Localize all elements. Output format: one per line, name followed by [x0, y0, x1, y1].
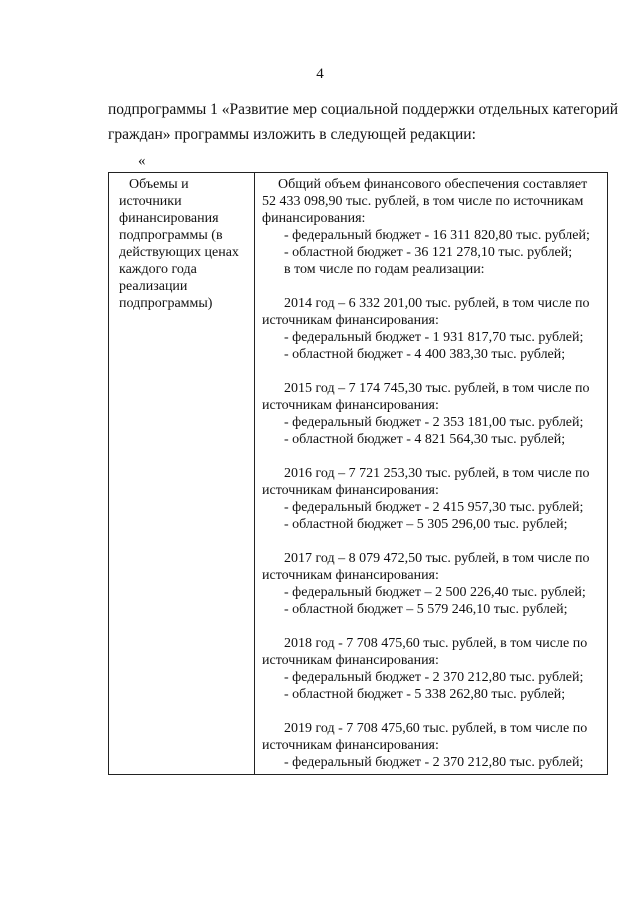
year-2019-federal: - федеральный бюджет - 2 370 212,80 тыс. рублей; — [284, 755, 584, 770]
total-federal-line: - федеральный бюджет - 16 311 820,80 тыс. рублей; — [284, 228, 590, 243]
year-2016-regional: - областной бюджет – 5 305 296,00 тыс. рублей; — [284, 517, 568, 532]
year-2018-sources: источникам финансирования: — [262, 653, 439, 668]
spacer — [262, 703, 604, 720]
label-line: Объемы и — [129, 177, 189, 192]
year-2018-regional: - областной бюджет - 5 338 262,80 тыс. рублей; — [284, 687, 566, 702]
table-column-divider — [254, 173, 255, 774]
label-line: подпрограммы (в — [119, 228, 223, 243]
year-2016-sources: источникам финансирования: — [262, 483, 439, 498]
year-2015-sources: источникам финансирования: — [262, 398, 439, 413]
table-label-cell — [119, 176, 251, 312]
year-2015-head: 2015 год – 7 174 745,30 тыс. рублей, в том числе по — [284, 381, 590, 396]
year-2018-head: 2018 год - 7 708 475,60 тыс. рублей, в том числе по — [284, 636, 588, 651]
label-line: источники — [119, 194, 182, 209]
spacer — [262, 618, 604, 635]
label-line: финансирования — [119, 211, 219, 226]
year-2015-regional: - областной бюджет - 4 821 564,30 тыс. рублей; — [284, 432, 566, 447]
year-2017-head: 2017 год – 8 079 472,50 тыс. рублей, в том числе по — [284, 551, 590, 566]
intro-line-1: подпрограммы 1 «Развитие мер социальной поддержки отдельных категорий — [108, 101, 619, 118]
year-2014-federal: - федеральный бюджет - 1 931 817,70 тыс. рублей; — [284, 330, 584, 345]
year-2014-head: 2014 год – 6 332 201,00 тыс. рублей, в том числе по — [284, 296, 590, 311]
year-2014-regional: - областной бюджет - 4 400 383,30 тыс. рублей; — [284, 347, 566, 362]
year-2019-sources: источникам финансирования: — [262, 738, 439, 753]
page-number: 4 — [316, 66, 324, 82]
total-by-years-line: в том числе по годам реализации: — [284, 262, 485, 277]
funding-table — [108, 172, 608, 775]
total-line: 52 433 098,90 тыс. рублей, в том числе по источникам — [262, 194, 584, 209]
year-2017-sources: источникам финансирования: — [262, 568, 439, 583]
opening-quote-mark: « — [138, 153, 146, 169]
label-line: действующих ценах — [119, 245, 239, 260]
spacer — [262, 448, 604, 465]
label-line: каждого года — [119, 262, 197, 277]
total-regional-line: - областной бюджет - 36 121 278,10 тыс. рублей; — [284, 245, 573, 260]
label-line: реализации — [119, 279, 188, 294]
spacer — [262, 363, 604, 380]
year-2016-head: 2016 год – 7 721 253,30 тыс. рублей, в том числе по — [284, 466, 590, 481]
year-2019-head: 2019 год - 7 708 475,60 тыс. рублей, в том числе по — [284, 721, 588, 736]
year-2014-sources: источникам финансирования: — [262, 313, 439, 328]
table-value-cell — [262, 176, 604, 771]
intro-paragraph — [108, 97, 619, 147]
year-2017-regional: - областной бюджет – 5 579 246,10 тыс. рублей; — [284, 602, 568, 617]
spacer — [262, 278, 604, 295]
year-2018-federal: - федеральный бюджет - 2 370 212,80 тыс. рублей; — [284, 670, 584, 685]
spacer — [262, 533, 604, 550]
total-line: финансирования: — [262, 211, 366, 226]
year-2017-federal: - федеральный бюджет – 2 500 226,40 тыс. рублей; — [284, 585, 586, 600]
label-line: подпрограммы) — [119, 296, 213, 311]
year-2016-federal: - федеральный бюджет - 2 415 957,30 тыс. рублей; — [284, 500, 584, 515]
total-line: Общий объем финансового обеспечения составляет — [278, 177, 588, 192]
year-2015-federal: - федеральный бюджет - 2 353 181,00 тыс. рублей; — [284, 415, 584, 430]
intro-line-2: граждан» программы изложить в следующей редакции: — [108, 126, 476, 143]
